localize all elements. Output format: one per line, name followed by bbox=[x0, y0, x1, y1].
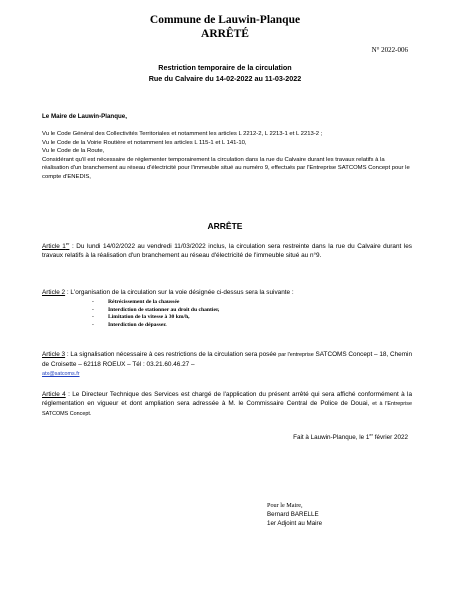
list-item: - Rétrécissement de la chaussée bbox=[92, 299, 219, 307]
article-3 bbox=[42, 350, 412, 379]
visa-line: Vu le Code Général des Collectivités Territoriales et notamment les articles L 2212-2, L 2213-1 et L 2213-2 ; bbox=[42, 131, 323, 137]
article-1 bbox=[42, 242, 412, 260]
document-title: ARRÊTÉ bbox=[201, 28, 249, 40]
article-3-label: Article 3 bbox=[42, 351, 66, 358]
mayor-heading: Le Maire de Lauwin-Planque, bbox=[42, 113, 127, 120]
traffic-measures-list bbox=[92, 299, 219, 329]
subject-line-2: Rue du Calvaire du 14-02-2022 au 11-03-2022 bbox=[148, 74, 302, 83]
signatory-role: 1er Adjoint au Maire bbox=[267, 520, 323, 527]
visa-line: Considérant qu'il est nécessaire de réglementer temporairement la circulation dans la rue du Calvaire durant les travaux relatifs à la réalisation d'un branchement au réseau d'électricité pour l'immeuble situé au numéro 9, effectués par l'Entreprise SATCOMS Concept pour le compte d'ENEDIS, bbox=[42, 156, 410, 180]
article-4 bbox=[42, 390, 412, 419]
subject-line-1: Restriction temporaire de la circulation bbox=[158, 63, 292, 72]
visa-line: Vu le Code de la Voirie Routière et notamment les articles L 115-1 et L 141-10, bbox=[42, 139, 247, 146]
decree-subject bbox=[0, 62, 450, 84]
article-4-label: Article 4 bbox=[42, 391, 66, 398]
sign-line-1: Pour le Maire, bbox=[267, 502, 303, 509]
list-item: - Limitation de la vitesse à 30 km/h, bbox=[92, 314, 219, 322]
article-3-text: : La signalisation nécessaire à ces restrictions de la circulation sera posée bbox=[65, 351, 279, 358]
article-2-text: : L'organisation de la circulation sur la voie désignée ci-dessus sera la suivante : bbox=[65, 289, 294, 296]
article-2-label: Article 2 bbox=[42, 289, 66, 296]
article-4-text: : Le Directeur Technique des Services est chargé de l'application du présent arrêté qui sera affiché conformément à la réglementation en vigueur et dont ampliation sera adressée à M. le Commissaire Central de Police de Douai, bbox=[42, 391, 412, 407]
commune-name: Commune de Lauwin-Planque bbox=[149, 14, 301, 26]
contact-email-link[interactable]: atx@satcoms.fr bbox=[42, 371, 80, 377]
signatory-name: Bernard BARELLE bbox=[267, 511, 319, 518]
signature-block bbox=[267, 501, 322, 528]
arrete-heading: ARRÊTE bbox=[207, 221, 243, 231]
article-3-text-2: SATCOMS Concept – 18, Chemin de Croisette – 62118 ROEUX – Tél : 03.21.60.46.27 – bbox=[42, 351, 412, 368]
article-2 bbox=[42, 288, 412, 297]
article-1-text: : Du lundi 14/02/2022 au vendredi 11/03/2022 inclus, la circulation sera restreinte dans la rue du Calvaire durant les travaux relatifs à la réalisation d'un branchement au réseau d'électricité de l'immeuble situé au n°9. bbox=[42, 243, 412, 259]
visa-block bbox=[42, 130, 412, 182]
list-item: - Interdiction de stationner au droit du chantier, bbox=[92, 307, 219, 315]
article-1-label: Article 1er bbox=[42, 240, 70, 250]
list-item: - Interdiction de dépasser. bbox=[92, 322, 219, 330]
decree-number: N° 2022-006 bbox=[371, 46, 408, 54]
article-3-text-small: par l'entreprise bbox=[278, 352, 314, 358]
article-4-text-small: et à l'Entreprise SATCOMS Concept. bbox=[42, 401, 412, 417]
visa-line: Vu le Code de la Route, bbox=[42, 148, 105, 155]
signature-date: Fait à Lauwin-Planque, le 1er février 2022 bbox=[293, 431, 408, 441]
